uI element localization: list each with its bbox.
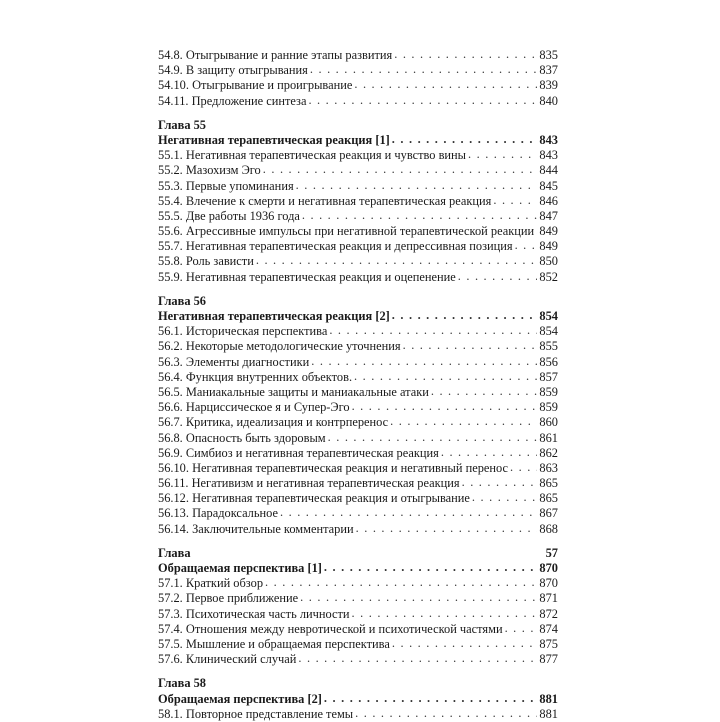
- chapter-title: Обращаемая перспектива [1]: [158, 561, 322, 575]
- page-number: 849: [539, 239, 558, 254]
- toc-entry[interactable]: [158, 370, 558, 385]
- entry-title: 56.1. Историческая перспектива: [158, 324, 328, 339]
- toc-entry[interactable]: [158, 339, 558, 354]
- entry-title: 55.1. Негативная терапевтическая реакция и чувство вины: [158, 148, 467, 163]
- page-number: 839: [539, 78, 558, 93]
- chapter-heading: [158, 546, 558, 561]
- dot-leader: [256, 253, 538, 268]
- toc-entry[interactable]: [158, 224, 558, 239]
- dot-leader: [468, 147, 537, 162]
- entry-title: 54.11. Предложение синтеза: [158, 93, 307, 108]
- section-gap: [158, 537, 558, 546]
- page-number: 865: [539, 491, 558, 506]
- toc-entry[interactable]: [158, 179, 558, 194]
- toc-entry[interactable]: [158, 324, 558, 339]
- chapter-label: Глава 56: [158, 293, 207, 308]
- page-number: 859: [539, 400, 558, 415]
- chapter-title-row[interactable]: [158, 133, 558, 148]
- toc-entry[interactable]: [158, 194, 558, 209]
- dot-leader: [510, 460, 537, 475]
- page-number: 854: [539, 309, 558, 323]
- page-number: 865: [539, 476, 558, 491]
- page-number: 874: [539, 621, 558, 636]
- chapter-heading: [158, 118, 558, 133]
- page-number: 852: [539, 269, 558, 284]
- page-number: 875: [539, 636, 558, 651]
- toc-entry[interactable]: [158, 239, 558, 254]
- table-of-contents: [158, 48, 558, 722]
- page-number: 871: [539, 591, 558, 606]
- entry-title: 57.3. Психотическая часть личности: [158, 606, 350, 621]
- entry-title: 57.2. Первое приближение: [158, 591, 299, 606]
- entry-title: 56.2. Некоторые методологические уточнения: [158, 339, 401, 354]
- dot-leader: [441, 445, 538, 460]
- toc-entry[interactable]: [158, 607, 558, 622]
- page-number: 861: [539, 430, 558, 445]
- entry-title: 56.4. Функция внутренних объектов.: [158, 369, 353, 384]
- entry-title: 58.1. Повторное представление темы: [158, 706, 354, 721]
- dot-leader: [300, 590, 537, 605]
- toc-entry[interactable]: [158, 522, 558, 537]
- dot-leader: [392, 636, 538, 651]
- page-number: 846: [539, 193, 558, 208]
- page-number: 870: [539, 576, 558, 591]
- toc-entry[interactable]: [158, 209, 558, 224]
- page-number: 877: [539, 652, 558, 667]
- dot-leader: [352, 606, 538, 621]
- dot-leader: [324, 691, 538, 706]
- entry-title: 55.2. Мазохизм Эго: [158, 163, 261, 178]
- dot-leader: [392, 132, 538, 147]
- toc-entry[interactable]: [158, 431, 558, 446]
- dot-leader: [355, 706, 537, 721]
- entry-title: 54.9. В защиту отыгрывания: [158, 63, 308, 78]
- dot-leader: [352, 399, 538, 414]
- dot-leader: [403, 338, 538, 353]
- dot-leader: [298, 651, 537, 666]
- page-number: 870: [539, 561, 558, 575]
- entry-title: 56.11. Негативизм и негативная терапевтическая реакция: [158, 476, 460, 491]
- dot-leader: [310, 62, 538, 77]
- page-number: 867: [539, 506, 558, 521]
- toc-entry[interactable]: [158, 400, 558, 415]
- chapter-number: 57: [545, 545, 558, 560]
- entry-title: 57.4. Отношения между невротической и психотической частями: [158, 621, 503, 636]
- toc-entry[interactable]: [158, 63, 558, 78]
- entry-title: 56.9. Симбиоз и негативная терапевтическая реакция: [158, 445, 439, 460]
- toc-entry[interactable]: [158, 446, 558, 461]
- entry-title: 56.14. Заключительные комментарии: [158, 521, 354, 536]
- entry-title: 56.12. Негативная терапевтическая реакция и отыгрывание: [158, 491, 470, 506]
- toc-entry[interactable]: [158, 355, 558, 370]
- toc-entry[interactable]: [158, 48, 558, 63]
- toc-entry[interactable]: [158, 491, 558, 506]
- entry-title: 55.7. Негативная терапевтическая реакция и депрессивная позиция: [158, 239, 513, 254]
- chapter-heading: [158, 294, 558, 309]
- section-gap: [158, 285, 558, 294]
- dot-leader: [263, 162, 538, 177]
- dot-leader: [390, 414, 537, 429]
- chapter-label: Глава: [158, 545, 191, 560]
- entry-title: 56.13. Парадоксальное: [158, 506, 278, 521]
- toc-entry[interactable]: [158, 254, 558, 269]
- toc-entry[interactable]: [158, 163, 558, 178]
- page-number: 881: [539, 691, 558, 706]
- page-number: 856: [539, 354, 558, 369]
- toc-entry[interactable]: [158, 476, 558, 491]
- page-number: 854: [539, 324, 558, 339]
- dot-leader: [280, 505, 537, 520]
- page-number: 850: [539, 254, 558, 269]
- dot-leader: [324, 560, 538, 575]
- page-number: 840: [539, 93, 558, 108]
- entry-title: 55.6. Агрессивные импульсы при негативной терапевтической реакции: [158, 224, 535, 239]
- toc-entry[interactable]: [158, 94, 558, 109]
- dot-leader: [505, 621, 538, 636]
- chapter-title: Негативная терапевтическая реакция [1]: [158, 132, 390, 147]
- chapter-title-row[interactable]: [158, 561, 558, 576]
- dot-leader: [394, 47, 537, 62]
- section-gap: [158, 667, 558, 676]
- page-number: 868: [539, 521, 558, 536]
- toc-entry[interactable]: [158, 270, 558, 285]
- toc-entry[interactable]: [158, 637, 558, 652]
- page-number: 855: [539, 339, 558, 354]
- dot-leader: [302, 208, 538, 223]
- dot-leader: [311, 354, 537, 369]
- entry-title: 56.8. Опасность быть здоровым: [158, 430, 326, 445]
- page-number: 859: [539, 384, 558, 399]
- chapter-title-row[interactable]: [158, 692, 558, 707]
- toc-entry[interactable]: [158, 576, 558, 591]
- dot-leader: [328, 430, 538, 445]
- entry-title: 54.10. Отыгрывание и проигрывание: [158, 78, 353, 93]
- toc-entry[interactable]: [158, 415, 558, 430]
- dot-leader: [265, 575, 537, 590]
- page-number: 881: [539, 706, 558, 721]
- dot-leader: [392, 308, 538, 323]
- chapter-title: Обращаемая перспектива [2]: [158, 691, 322, 706]
- entry-title: 56.10. Негативная терапевтическая реакция и негативный перенос: [158, 460, 509, 475]
- dot-leader: [515, 238, 538, 253]
- toc-entry[interactable]: [158, 622, 558, 637]
- toc-entry[interactable]: [158, 652, 558, 667]
- dot-leader: [296, 178, 538, 193]
- toc-entry[interactable]: [158, 506, 558, 521]
- page-number: 860: [539, 415, 558, 430]
- chapter-label: Глава 55: [158, 117, 207, 132]
- page-number: 844: [539, 163, 558, 178]
- section-gap: [158, 109, 558, 118]
- entry-title: 56.7. Критика, идеализация и контрперенос: [158, 415, 389, 430]
- dot-leader: [329, 323, 537, 338]
- page-number: 857: [539, 369, 558, 384]
- entry-title: 55.3. Первые упоминания: [158, 178, 294, 193]
- chapter-label: Глава 58: [158, 676, 207, 691]
- entry-title: 56.5. Маниакальные защиты и маниакальные атаки: [158, 384, 429, 399]
- entry-title: 55.4. Влечение к смерти и негативная терапевтическая реакция: [158, 193, 492, 208]
- dot-leader: [354, 77, 537, 92]
- page-number: 843: [539, 132, 558, 147]
- dot-leader: [356, 521, 538, 536]
- page-number: 847: [539, 208, 558, 223]
- entry-title: 55.9. Негативная терапевтическая реакция и оцепенение: [158, 269, 456, 284]
- toc-entry[interactable]: [158, 385, 558, 400]
- entry-title: 54.8. Отыгрывание и ранние этапы развития: [158, 48, 393, 62]
- dot-leader: [462, 475, 538, 490]
- dot-leader: [431, 384, 538, 399]
- entry-title: 57.1. Краткий обзор: [158, 576, 264, 591]
- page-number: 835: [539, 48, 558, 62]
- page-number: 849: [539, 224, 558, 239]
- page-number: 872: [539, 606, 558, 621]
- entry-title: 55.5. Две работы 1936 года: [158, 208, 300, 223]
- page-number: 843: [539, 148, 558, 163]
- entry-title: 56.3. Элементы диагностики: [158, 354, 310, 369]
- toc-entry[interactable]: [158, 591, 558, 606]
- dot-leader: [308, 93, 537, 108]
- dot-leader: [458, 269, 538, 284]
- page-number: 845: [539, 178, 558, 193]
- entry-title: 57.6. Клинический случай: [158, 652, 297, 667]
- dot-leader: [354, 369, 537, 384]
- chapter-title: Негативная терапевтическая реакция [2]: [158, 309, 390, 323]
- chapter-heading: [158, 676, 558, 691]
- entry-title: 57.5. Мышление и обращаемая перспектива: [158, 636, 390, 651]
- page-number: 837: [539, 63, 558, 78]
- chapter-title-row[interactable]: [158, 309, 558, 324]
- toc-entry[interactable]: [158, 148, 558, 163]
- entry-title: 56.6. Нарциссическое я и Супер-Эго: [158, 400, 350, 415]
- dot-leader: [472, 490, 537, 505]
- dot-leader: [536, 223, 537, 238]
- page-number: 863: [539, 460, 558, 475]
- toc-entry[interactable]: [158, 78, 558, 93]
- dot-leader: [493, 193, 537, 208]
- entry-title: 55.8. Роль зависти: [158, 254, 254, 269]
- page-number: 862: [539, 445, 558, 460]
- toc-entry[interactable]: [158, 461, 558, 476]
